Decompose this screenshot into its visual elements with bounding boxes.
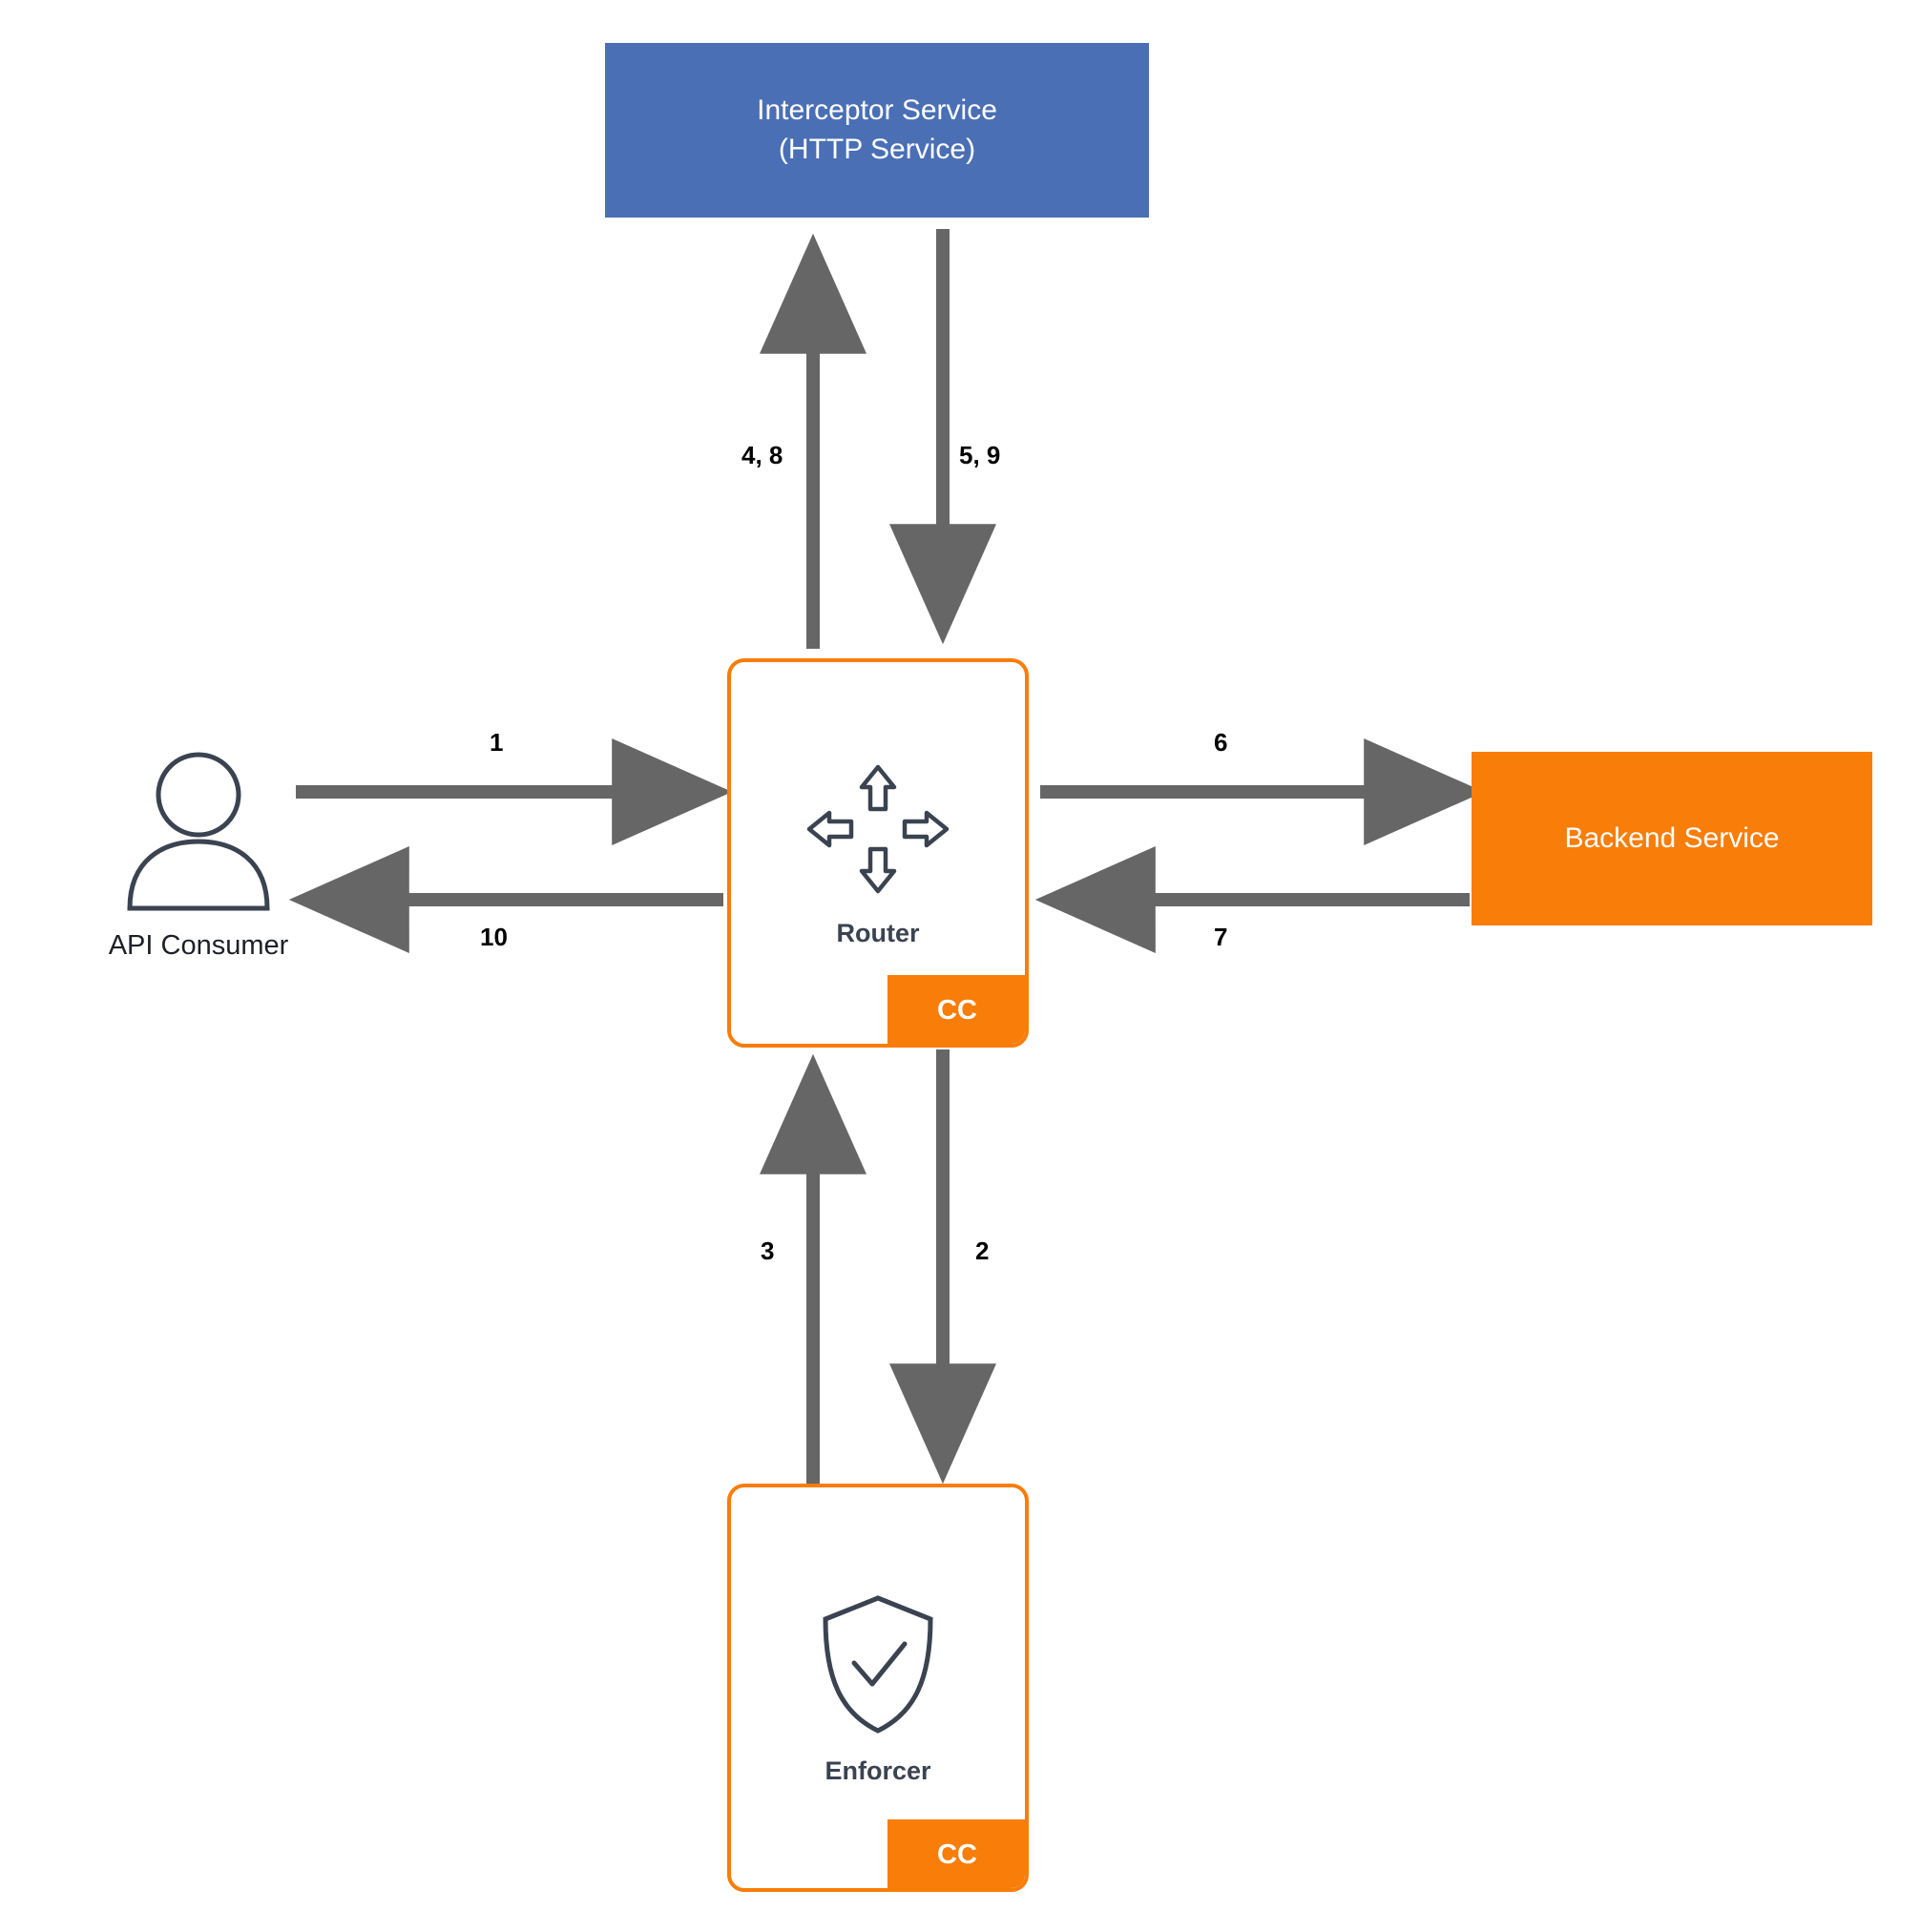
- enforcer-cc-badge: CC: [887, 1819, 1027, 1890]
- edge-label-2: 2: [975, 1236, 990, 1265]
- interceptor-service-label: [757, 92, 997, 169]
- shield-check-icon: [816, 1590, 940, 1743]
- edge-label-10: 10: [480, 923, 508, 951]
- edge-label-1: 1: [490, 728, 504, 757]
- user-icon: [103, 904, 294, 920]
- edge-label-5-9: 5, 9: [959, 441, 1001, 469]
- edge-label-3: 3: [761, 1236, 775, 1265]
- edge-label-7: 7: [1214, 923, 1228, 951]
- node-router[interactable]: [727, 658, 1029, 1048]
- edge-label-4-8: 4, 8: [741, 441, 783, 469]
- router-label: Router: [836, 919, 920, 947]
- node-enforcer[interactable]: [727, 1484, 1029, 1892]
- node-backend-service[interactable]: [1472, 752, 1872, 925]
- four-way-arrows-icon: [802, 758, 954, 905]
- backend-service-label: Backend Service: [1564, 822, 1780, 854]
- interceptor-service-label-line2: (HTTP Service): [778, 133, 976, 165]
- node-api-consumer[interactable]: [103, 744, 294, 916]
- interceptor-service-label-line1: Interceptor Service: [757, 94, 997, 126]
- enforcer-label: Enforcer: [825, 1755, 931, 1785]
- node-interceptor-service[interactable]: [605, 43, 1149, 218]
- router-cc-badge: CC: [887, 975, 1027, 1046]
- edge-label-6: 6: [1214, 728, 1228, 757]
- api-consumer-label: API Consumer: [108, 930, 289, 961]
